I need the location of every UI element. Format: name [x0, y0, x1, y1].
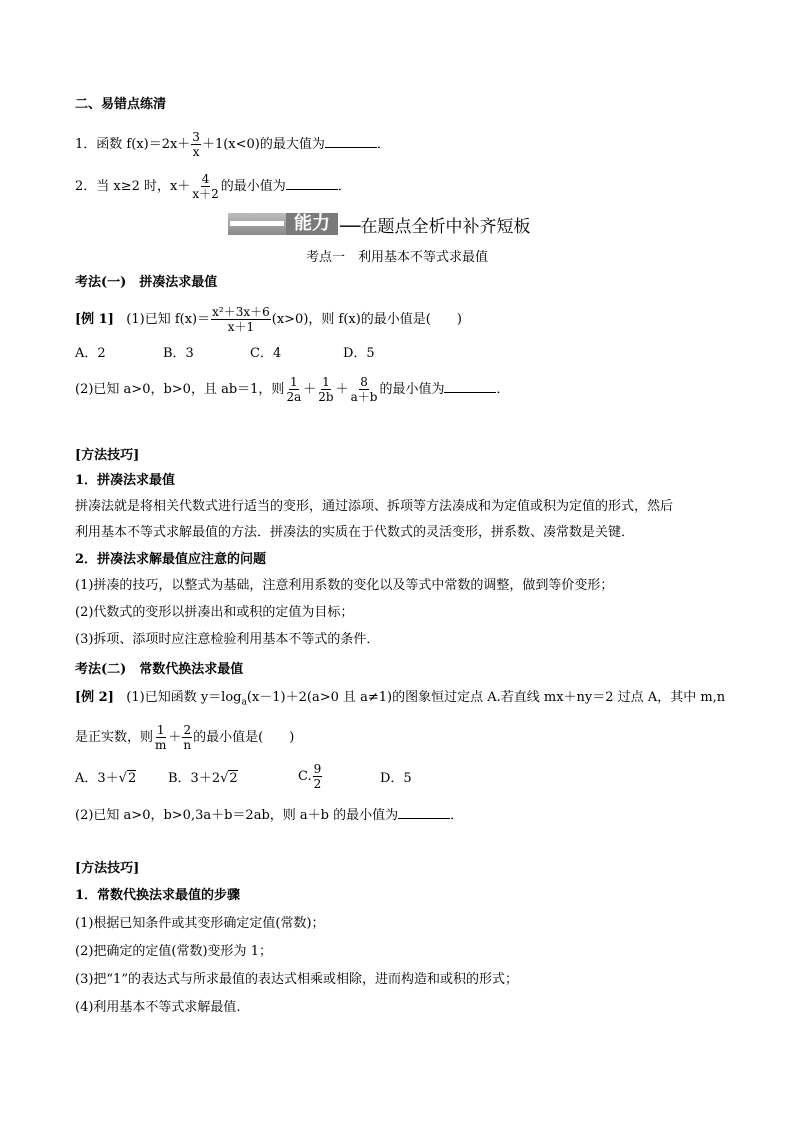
- method-1-title: [方法技巧]: [75, 448, 140, 463]
- q2-text-2: 的最小值为: [220, 179, 286, 194]
- method-2-item-4: (4)利用基本不等式求解最值.: [75, 1000, 241, 1015]
- method-1-item-2: (2)代数式的变形以拼凑出和或积的定值为目标；: [75, 605, 354, 620]
- example-1-part-2: (2)已知 a>0，b>0，且 ab＝1，则 $\frac{1}{2a}$ ＋ $\frac{1}{2b}$ ＋ $\frac{8}{a+b}$ 的最小值为 ．: [75, 375, 510, 404]
- kaofa-2-title: 考法(二) 常数代换法求最值: [75, 662, 244, 677]
- example-2-option-d[interactable]: D．5: [380, 771, 412, 786]
- ex1-fraction: $\frac{\text{x²＋3x＋6}}{x+1}$: [212, 305, 270, 334]
- method-2-heading-1: 1．常数代换法求最值的步骤: [75, 888, 241, 903]
- q1-fraction: $\frac{3}{x}$: [192, 130, 200, 159]
- q2-fraction: $\frac{4}{x+2}$: [192, 172, 219, 201]
- method-2-item-3: (3)把“1”的表达式与所求最值的表达式相乘或相除，进而构造和或积的形式；: [75, 972, 518, 987]
- example-1-option-c[interactable]: C．4: [250, 346, 282, 361]
- kaofa-1-title: 考法(一) 拼凑法求最值: [75, 275, 218, 290]
- example-2-part-2: (2)已知 a>0，b>0,3a＋b＝2ab，则 a＋b 的最小值为 ．: [75, 808, 464, 823]
- example-2-option-c[interactable]: C. $\frac{9}{2}$: [298, 762, 322, 791]
- example-2-line-2: 是正实数，则 $\frac{1}{m}$ ＋ $\frac{2}{n}$ 的最小值是( ): [75, 723, 295, 752]
- answer-blank[interactable]: [325, 135, 377, 148]
- example-2-option-a[interactable]: A．3＋√2: [75, 771, 137, 786]
- method-1-paragraph-line-2: 利用基本不等式求解最值的方法．拼凑法的实质在于代数式的灵活变形，拼系数、凑常数是关键．: [75, 525, 635, 540]
- method-1-item-3: (3)拆项、添项时应注意检验利用基本不等式的条件．: [75, 632, 380, 647]
- example-1-option-b[interactable]: B．3: [163, 346, 194, 361]
- example-1-option-a[interactable]: A．2: [75, 346, 106, 361]
- method-1-heading-1: 1．拼凑法求最值: [75, 473, 176, 488]
- method-1-heading-2: 2．拼凑法求解最值应注意的问题: [75, 552, 267, 567]
- answer-blank[interactable]: [398, 806, 450, 819]
- q1-text: 1．函数 f(x)＝2x＋: [75, 137, 191, 152]
- question-1: 1．函数 f(x)＝2x＋ $\frac{3}{x}$ ＋1(x<0)的最大值为 ．: [75, 130, 390, 159]
- section-title: 二、易错点练清: [75, 97, 167, 112]
- method-1-item-1: (1)拼凑的技巧，以整式为基础，注意利用系数的变化以及等式中常数的调整，做到等价变形；: [75, 578, 614, 593]
- banner-bar: [228, 213, 286, 235]
- method-1-paragraph-line-1: 拼凑法就是将相关代数式进行适当的变形，通过添项、拆项等方法凑成和为定值或积为定值的形式，然后: [75, 499, 674, 514]
- answer-blank[interactable]: [444, 380, 496, 393]
- example-2-line-1: [例 2] (1)已知函数 $y=\log_a(x-1)+2(a>0$ 且 a≠1)的图象恒过定点 A.若直线 mx＋ny＝2 过点 A，其中 m,n: [75, 690, 726, 708]
- method-2-title: [方法技巧]: [75, 861, 140, 876]
- example-1-option-d[interactable]: D．5: [343, 346, 375, 361]
- q2-text: 2．当 x≥2 时，x＋: [75, 179, 191, 194]
- question-2: 2．当 x≥2 时，x＋ $\frac{4}{x+2}$ 的最小值为 ．: [75, 172, 351, 201]
- ability-banner: [228, 212, 530, 236]
- banner-slogan: ──在题点全析中补齐短板: [340, 216, 531, 237]
- q1-text-2: ＋1(x<0)的最大值为: [201, 137, 325, 152]
- kaodian-title: 考点一 利用基本不等式求最值: [305, 250, 488, 265]
- example-1-part-1: [例 1] (1)已知 f(x)＝ $\frac{\text{x²＋3x＋6}}{x+1}$ (x>0)，则 f(x)的最小值是( ): [75, 305, 462, 334]
- method-2-item-2: (2)把确定的定值(常数)变形为 1；: [75, 944, 272, 959]
- banner-tag: 能力: [286, 213, 338, 235]
- method-2-item-1: (1)根据已知条件或其变形确定定值(常数)；: [75, 916, 325, 931]
- example-2-option-b[interactable]: B．3＋2√2: [168, 771, 238, 786]
- answer-blank[interactable]: [286, 177, 338, 190]
